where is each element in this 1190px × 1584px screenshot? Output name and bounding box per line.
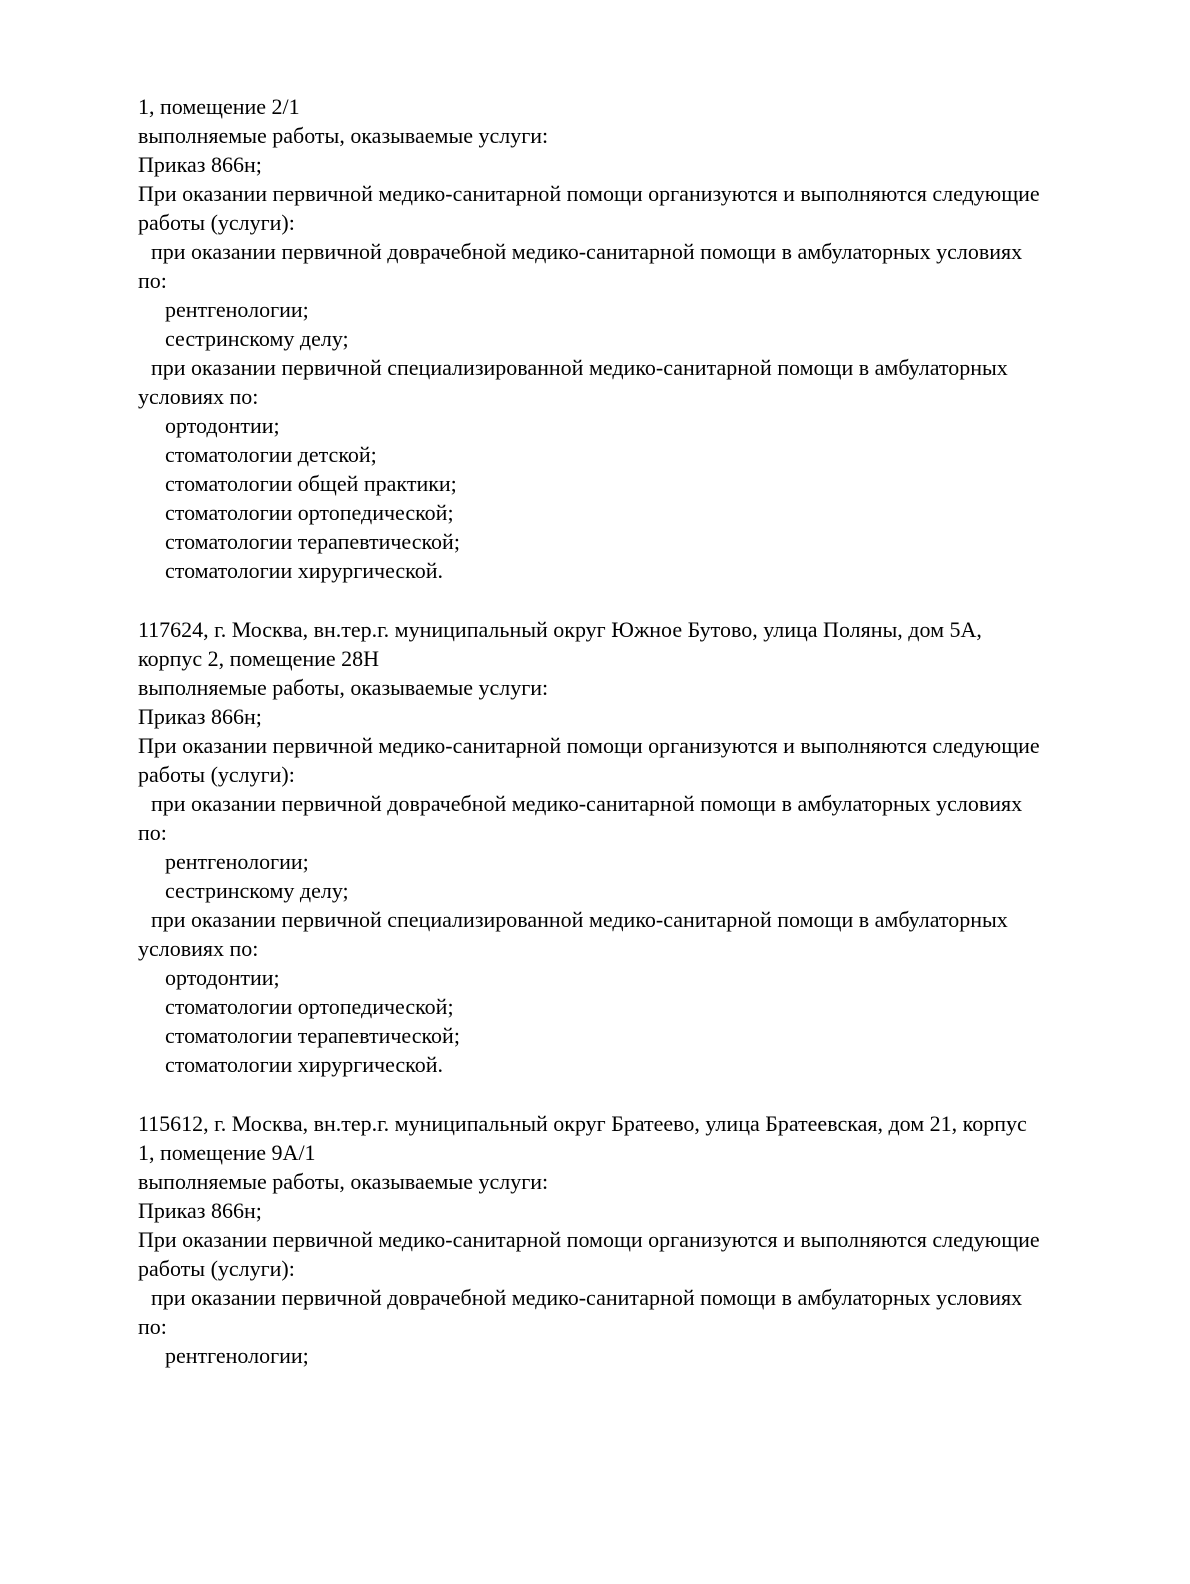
address-line: 1, помещение 9А/1: [138, 1140, 316, 1165]
paragraph-line: при оказании первичной доврачебной медико-санитарной помощи в амбулаторных условиях: [151, 1285, 1023, 1310]
license-address-section: [138, 92, 1150, 585]
works-label: выполняемые работы, оказываемые услуги:: [138, 1169, 549, 1194]
order-reference: Приказ 866н;: [138, 704, 262, 729]
service-item: стоматологии общей практики;: [165, 471, 457, 496]
service-item: ортодонтии;: [165, 965, 280, 990]
service-item: сестринскому делу;: [165, 326, 349, 351]
paragraph-line: работы (услуги):: [138, 1256, 295, 1281]
service-item: стоматологии ортопедической;: [165, 994, 454, 1019]
paragraph-line: При оказании первичной медико-санитарной помощи организуются и выполняются следующие: [138, 733, 1040, 758]
paragraph-line: по:: [138, 1314, 167, 1339]
paragraph-line: условиях по:: [138, 384, 259, 409]
works-label: выполняемые работы, оказываемые услуги:: [138, 675, 549, 700]
paragraph-line: При оказании первичной медико-санитарной помощи организуются и выполняются следующие: [138, 181, 1040, 206]
paragraph-line: при оказании первичной специализированной медико-санитарной помощи в амбулаторных: [151, 355, 1008, 380]
service-item: стоматологии терапевтической;: [165, 1023, 460, 1048]
paragraph-line: работы (услуги):: [138, 762, 295, 787]
service-item: рентгенологии;: [165, 849, 309, 874]
order-reference: Приказ 866н;: [138, 1198, 262, 1223]
service-item: рентгенологии;: [165, 297, 309, 322]
paragraph-line: по:: [138, 268, 167, 293]
paragraph-line: при оказании первичной специализированной медико-санитарной помощи в амбулаторных: [151, 907, 1008, 932]
paragraph-line: при оказании первичной доврачебной медико-санитарной помощи в амбулаторных условиях: [151, 239, 1023, 264]
paragraph-line: условиях по:: [138, 936, 259, 961]
paragraph-line: При оказании первичной медико-санитарной помощи организуются и выполняются следующие: [138, 1227, 1040, 1252]
service-item: рентгенологии;: [165, 1343, 309, 1368]
address-line: 115612, г. Москва, вн.тер.г. муниципальный округ Братеево, улица Братеевская, дом 21, корпус: [138, 1111, 1027, 1136]
address-line: корпус 2, помещение 28Н: [138, 646, 380, 671]
address-line: 1, помещение 2/1: [138, 94, 300, 119]
license-address-section: [138, 1109, 1150, 1370]
service-item: стоматологии детской;: [165, 442, 377, 467]
address-line: 117624, г. Москва, вн.тер.г. муниципальный округ Южное Бутово, улица Поляны, дом 5А,: [138, 617, 982, 642]
service-item: ортодонтии;: [165, 413, 280, 438]
paragraph-line: работы (услуги):: [138, 210, 295, 235]
service-item: стоматологии хирургической.: [165, 558, 443, 583]
paragraph-line: при оказании первичной доврачебной медико-санитарной помощи в амбулаторных условиях: [151, 791, 1023, 816]
service-item: стоматологии терапевтической;: [165, 529, 460, 554]
service-item: сестринскому делу;: [165, 878, 349, 903]
license-address-section: [138, 615, 1150, 1079]
works-label: выполняемые работы, оказываемые услуги:: [138, 123, 549, 148]
service-item: стоматологии хирургической.: [165, 1052, 443, 1077]
paragraph-line: по:: [138, 820, 167, 845]
order-reference: Приказ 866н;: [138, 152, 262, 177]
service-item: стоматологии ортопедической;: [165, 500, 454, 525]
